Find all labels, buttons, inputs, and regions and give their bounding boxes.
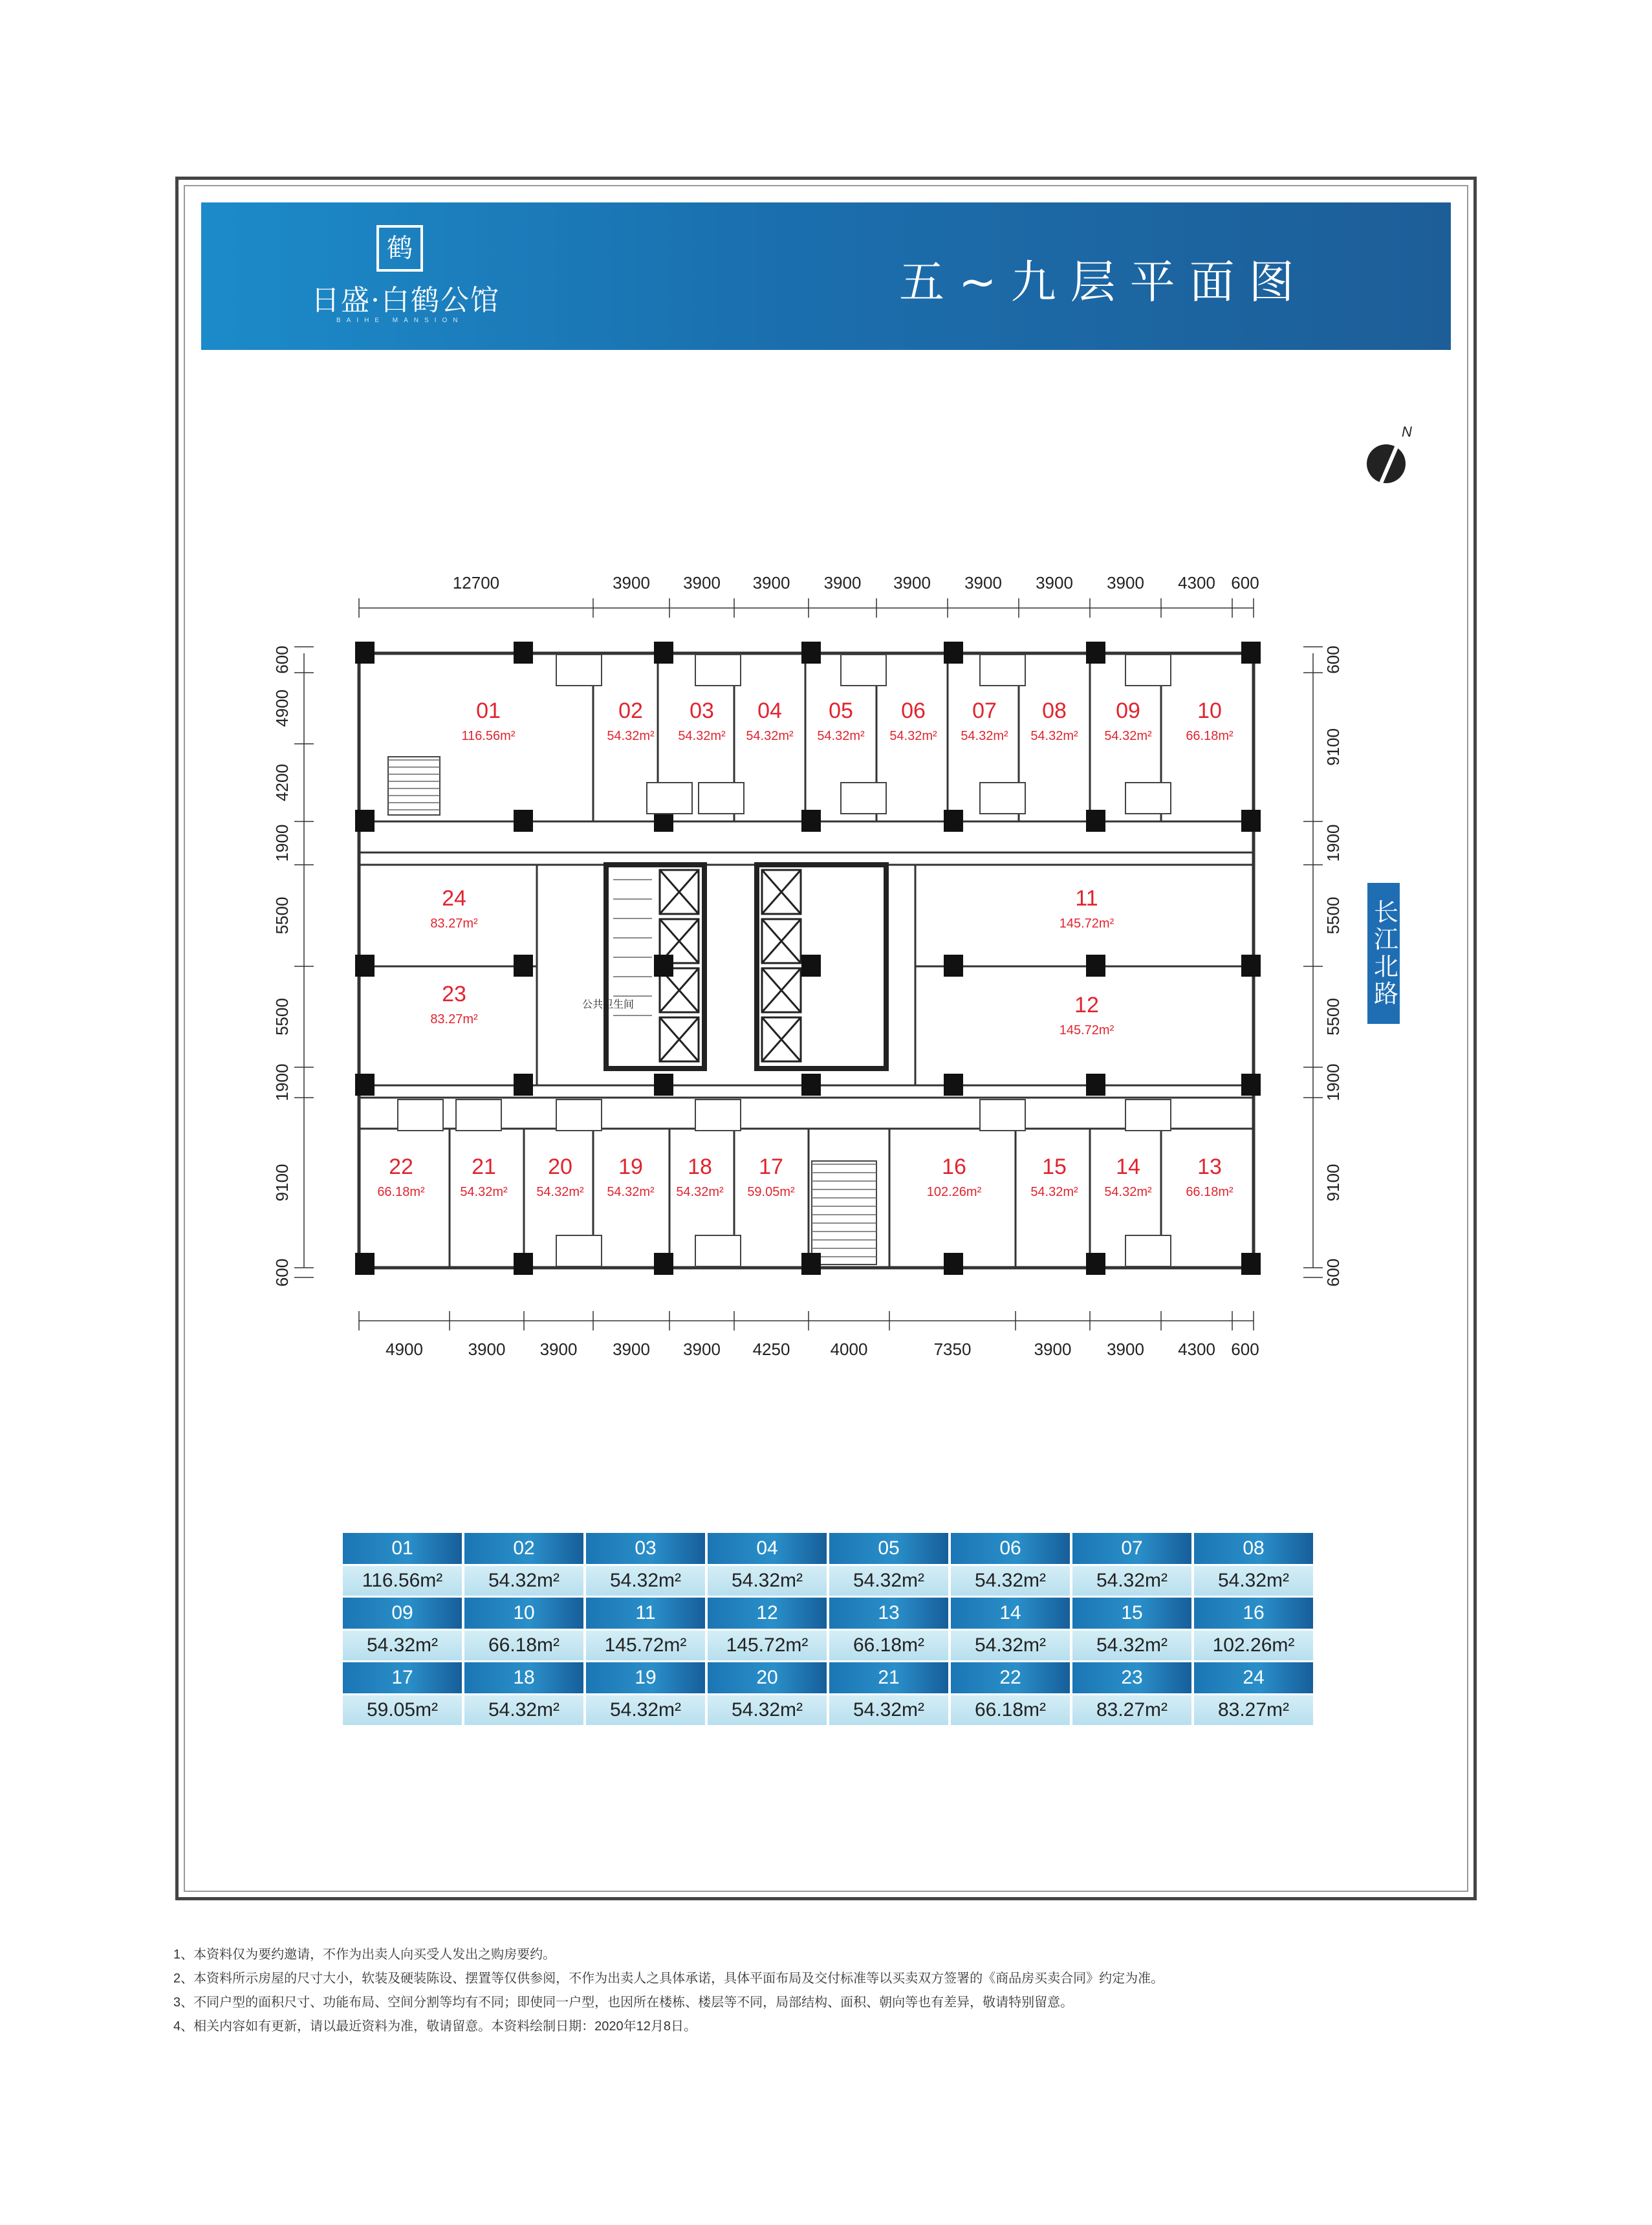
unit-area: 102.26m² <box>926 1185 982 1199</box>
unit-number: 16 <box>942 1155 966 1179</box>
table-unit-area: 54.32m² <box>951 1631 1070 1660</box>
dimension-label: 3900 <box>468 1340 506 1359</box>
table-unit-area: 66.18m² <box>951 1695 1070 1725</box>
page-title: 五~九层平面图 <box>899 255 1309 309</box>
dimension-label: 5500 <box>1323 896 1343 935</box>
table-unit-area: 54.32m² <box>343 1631 462 1660</box>
dimension-label: 3900 <box>539 1340 578 1359</box>
table-unit-area: 54.32m² <box>1072 1566 1191 1596</box>
dimension-label: 3900 <box>1034 1340 1072 1359</box>
dimension-label: 600 <box>1323 1258 1343 1287</box>
unit-area: 54.32m² <box>1030 729 1078 743</box>
table-unit-area: 54.32m² <box>586 1695 705 1725</box>
dimension-label: 4300 <box>1178 1340 1215 1359</box>
table-unit-number: 09 <box>343 1598 462 1629</box>
table-unit-area: 102.26m² <box>1194 1631 1313 1660</box>
dimension-label: 3900 <box>683 1340 721 1359</box>
unit-area: 54.32m² <box>678 729 726 743</box>
unit-area: 54.32m² <box>746 729 794 743</box>
table-unit-number: 15 <box>1072 1598 1191 1629</box>
dimension-label: 3900 <box>1036 573 1073 592</box>
table-unit-number: 04 <box>708 1533 827 1564</box>
table-unit-area: 145.72m² <box>586 1631 705 1660</box>
unit-area: 54.32m² <box>676 1185 724 1199</box>
table-unit-area: 83.27m² <box>1194 1695 1313 1725</box>
dimension-label: 600 <box>272 1258 292 1287</box>
dimension-label: 600 <box>1231 1340 1259 1359</box>
table-unit-area: 54.32m² <box>708 1566 827 1596</box>
dimension-label: 1900 <box>1323 1063 1343 1102</box>
dimension-label: 9100 <box>1323 728 1343 766</box>
unit-number: 01 <box>476 699 501 723</box>
table-unit-number: 12 <box>708 1598 827 1629</box>
public-toilet-label: 公共卫生间 <box>582 999 635 1010</box>
unit-number: 03 <box>690 699 714 723</box>
table-unit-area: 54.32m² <box>829 1695 948 1725</box>
table-unit-area: 54.32m² <box>586 1566 705 1596</box>
unit-number: 07 <box>972 699 997 723</box>
table-unit-area: 54.32m² <box>708 1695 827 1725</box>
unit-area: 66.18m² <box>1186 729 1234 743</box>
table-unit-number: 02 <box>464 1533 583 1564</box>
dimension-label: 3900 <box>964 573 1002 592</box>
table-unit-number: 17 <box>343 1662 462 1693</box>
table-unit-number: 03 <box>586 1533 705 1564</box>
logo-text: 日盛·白鹤公馆 <box>311 284 500 317</box>
table-unit-number: 08 <box>1194 1533 1313 1564</box>
dimension-label: 3900 <box>823 573 862 592</box>
unit-number: 05 <box>829 699 853 723</box>
note-line: 1、本资料仅为要约邀请，不作为出卖人向买受人发出之购房要约。 <box>173 1948 556 1962</box>
unit-area: 54.32m² <box>1104 1185 1152 1199</box>
area-table <box>340 1531 1316 1727</box>
unit-area: 54.32m² <box>1104 729 1152 743</box>
table-row <box>343 1598 1313 1629</box>
table-unit-number: 06 <box>951 1533 1070 1564</box>
table-row <box>343 1631 1313 1660</box>
unit-area: 145.72m² <box>1059 1023 1114 1037</box>
dimension-label: 3900 <box>683 573 721 592</box>
table-unit-area: 66.18m² <box>829 1631 948 1660</box>
unit-number: 23 <box>442 982 466 1006</box>
unit-number: 20 <box>548 1155 572 1179</box>
table-unit-number: 16 <box>1194 1598 1313 1629</box>
table-unit-area: 54.32m² <box>464 1566 583 1596</box>
unit-number: 06 <box>901 699 926 723</box>
unit-number: 24 <box>442 886 466 911</box>
table-unit-number: 13 <box>829 1598 948 1629</box>
unit-area: 54.32m² <box>961 729 1008 743</box>
unit-area: 54.32m² <box>607 1185 655 1199</box>
table-row <box>343 1566 1313 1596</box>
disclaimer-notes <box>173 1943 1164 2039</box>
dimension-label: 1900 <box>272 824 292 862</box>
unit-number: 02 <box>618 699 643 723</box>
table-unit-number: 01 <box>343 1533 462 1564</box>
dimension-label: 5500 <box>1323 998 1343 1036</box>
dimension-label: 600 <box>272 646 292 674</box>
dimension-label: 4900 <box>386 1340 423 1359</box>
unit-number: 09 <box>1116 699 1140 723</box>
dimension-label: 3900 <box>893 573 931 592</box>
dimension-label: 3900 <box>613 573 650 592</box>
unit-area: 66.18m² <box>1186 1185 1234 1199</box>
dimension-label: 9100 <box>1323 1164 1343 1202</box>
unit-number: 14 <box>1116 1155 1140 1179</box>
logo-subtitle: BAIHE MANSION <box>336 317 464 324</box>
unit-area: 54.32m² <box>607 729 655 743</box>
dimension-label: 1900 <box>272 1063 292 1102</box>
table-unit-area: 54.32m² <box>829 1566 948 1596</box>
unit-number: 10 <box>1197 699 1222 723</box>
table-row <box>343 1533 1313 1564</box>
dimension-label: 3900 <box>1107 573 1144 592</box>
dimension-label: 3900 <box>613 1340 650 1359</box>
table-unit-number: 23 <box>1072 1662 1191 1693</box>
dimension-label: 5500 <box>272 896 292 935</box>
dimension-label: 7350 <box>933 1340 972 1359</box>
unit-number: 08 <box>1042 699 1067 723</box>
table-unit-number: 07 <box>1072 1533 1191 1564</box>
dimension-label: 12700 <box>452 573 500 592</box>
unit-area: 66.18m² <box>377 1185 425 1199</box>
table-unit-number: 19 <box>586 1662 705 1693</box>
unit-area: 54.32m² <box>536 1185 584 1199</box>
dimension-label: 4250 <box>752 1340 790 1359</box>
unit-number: 22 <box>389 1155 413 1179</box>
table-unit-number: 05 <box>829 1533 948 1564</box>
unit-number: 19 <box>618 1155 643 1179</box>
table-unit-area: 116.56m² <box>343 1566 462 1596</box>
unit-number: 11 <box>1075 886 1098 911</box>
unit-number: 12 <box>1074 993 1099 1017</box>
table-row <box>343 1662 1313 1693</box>
unit-number: 21 <box>472 1155 496 1179</box>
unit-area: 54.32m² <box>460 1185 508 1199</box>
unit-area: 59.05m² <box>747 1185 795 1199</box>
logo-mark: 鹤 <box>376 225 423 272</box>
table-unit-area: 66.18m² <box>464 1631 583 1660</box>
table-unit-number: 24 <box>1194 1662 1313 1693</box>
street-label: 长江北路 <box>1367 883 1400 1024</box>
unit-number: 04 <box>757 699 782 723</box>
dimension-label: 3900 <box>752 573 790 592</box>
table-unit-number: 10 <box>464 1598 583 1629</box>
table-unit-number: 14 <box>951 1598 1070 1629</box>
dimension-label: 3900 <box>1107 1340 1144 1359</box>
unit-area: 116.56m² <box>461 729 516 743</box>
dimension-label: 9100 <box>272 1164 292 1202</box>
dimension-label: 5500 <box>272 998 292 1036</box>
dimension-label: 600 <box>1323 646 1343 674</box>
table-row <box>343 1695 1313 1725</box>
table-unit-area: 83.27m² <box>1072 1695 1191 1725</box>
table-unit-area: 54.32m² <box>1194 1566 1313 1596</box>
note-line: 3、不同户型的面积尺寸、功能布局、空间分割等均有不同；即使同一户型，也因所在楼栋、楼层等不同，局部结构、面积、朝向等也有差异，敬请特别留意。 <box>173 1995 1074 2010</box>
dimension-label: 4900 <box>272 689 292 727</box>
dimension-label: 600 <box>1231 573 1259 592</box>
unit-area: 145.72m² <box>1059 917 1114 931</box>
unit-area: 54.32m² <box>889 729 937 743</box>
table-unit-area: 59.05m² <box>343 1695 462 1725</box>
unit-number: 13 <box>1197 1155 1222 1179</box>
note-line: 4、相关内容如有更新，请以最近资料为准，敬请留意。本资料绘制日期：2020年12月8日。 <box>173 2019 697 2034</box>
unit-number: 17 <box>759 1155 783 1179</box>
table-unit-number: 21 <box>829 1662 948 1693</box>
dimension-label: 4200 <box>272 764 292 801</box>
table-unit-number: 22 <box>951 1662 1070 1693</box>
dimension-label: 4000 <box>830 1340 868 1359</box>
dimension-label: 4300 <box>1178 573 1215 592</box>
dimension-label: 1900 <box>1323 824 1343 862</box>
unit-area: 54.32m² <box>817 729 865 743</box>
table-unit-area: 54.32m² <box>951 1566 1070 1596</box>
unit-area: 83.27m² <box>430 1012 478 1026</box>
table-unit-area: 54.32m² <box>1072 1631 1191 1660</box>
table-unit-number: 20 <box>708 1662 827 1693</box>
compass-label: N <box>1402 424 1412 440</box>
unit-number: 15 <box>1042 1155 1067 1179</box>
unit-area: 54.32m² <box>1030 1185 1078 1199</box>
note-line: 2、本资料所示房屋的尺寸大小，软装及硬装陈设、摆置等仅供参阅，不作为出卖人之具体承诺，具体平面布局及交付标准等以买卖双方签署的《商品房买卖合同》约定为准。 <box>173 1971 1164 1986</box>
unit-number: 18 <box>688 1155 712 1179</box>
table-unit-area: 54.32m² <box>464 1695 583 1725</box>
table-unit-area: 145.72m² <box>708 1631 827 1660</box>
table-unit-number: 18 <box>464 1662 583 1693</box>
unit-area: 83.27m² <box>430 917 478 931</box>
table-unit-number: 11 <box>586 1598 705 1629</box>
